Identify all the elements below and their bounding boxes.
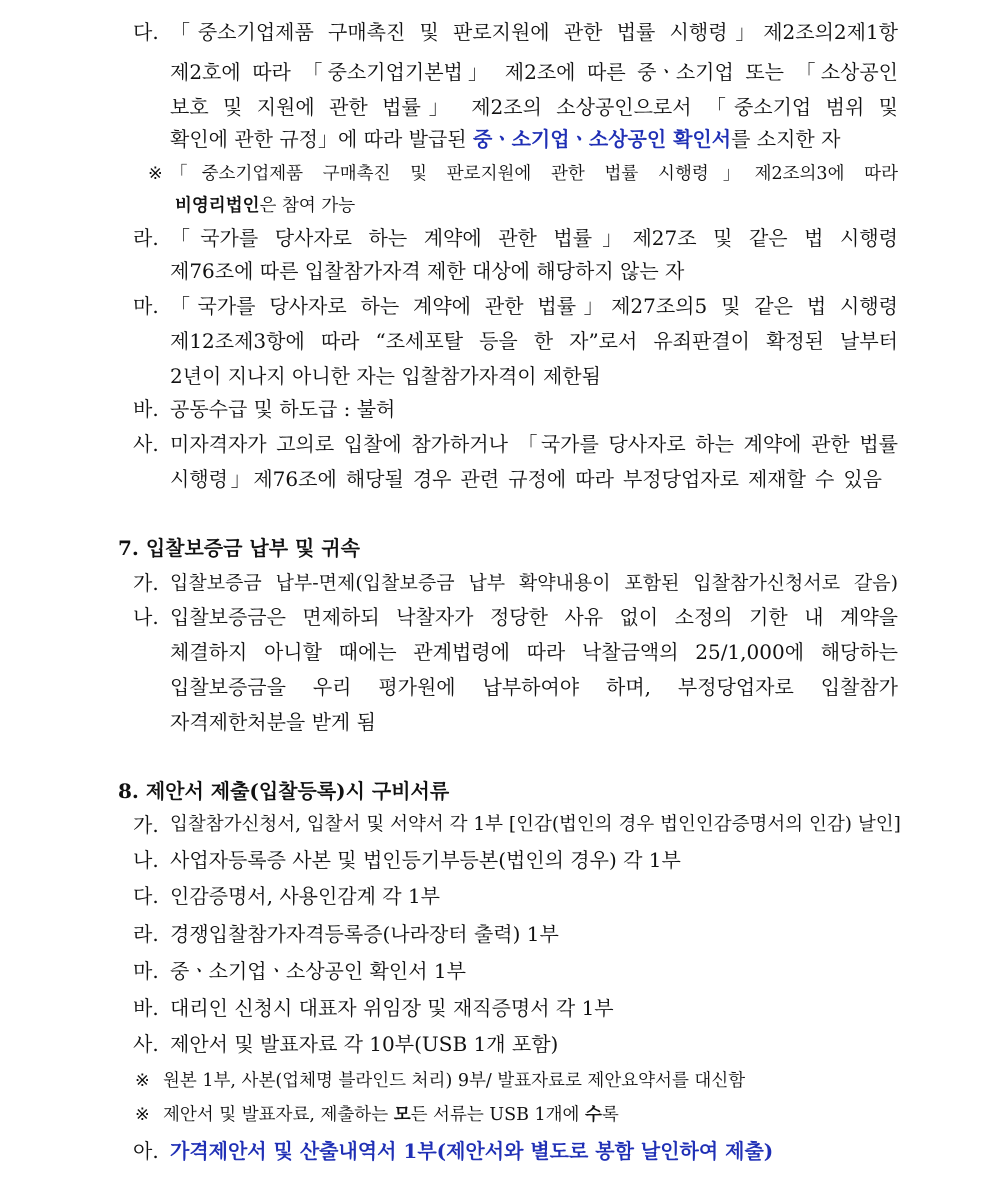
sme-certificate-highlight: 중ㆍ소기업ㆍ소상공인 확인서 — [472, 127, 732, 151]
item-ma-line-1: 「국가를 당사자로 하는 계약에 관한 법률」제27조의5 및 같은 법 시행령 — [170, 294, 898, 318]
nonprofit-rest: 은 참여 가능 — [259, 196, 356, 216]
note-nonprofit-line-2 — [175, 193, 355, 219]
s8-note-marker-2: ※ — [135, 1105, 150, 1125]
item-ra-line-1: 「국가를 당사자로 하는 계약에 관한 법률」제27조 및 같은 법 시행령 — [170, 226, 898, 250]
s8-item-ga-text: 입찰참가신청서, 입찰서 및 서약서 각 1부 [인감(법인의 경우 법인인감증명서의 인감) 날인] — [170, 814, 901, 835]
nonprofit-bold: 비영리법인 — [175, 196, 260, 216]
s7-item-marker-ga: 가. — [133, 571, 159, 595]
s7-item-na-line-3: 입찰보증금을 우리 평가원에 납부하여야 하며, 부정당업자로 입찰참가 — [170, 675, 899, 699]
item-marker-da: 다. — [133, 20, 159, 44]
item-da-line-2: 제2호에 따라 「중소기업기본법」 제2조에 따른 중ㆍ소기업 또는 「소상공인 — [170, 60, 898, 84]
s8-item-marker-da: 다. — [133, 884, 159, 908]
note-2-part-1: 제안서 및 발표자료, 제출하는 — [163, 1105, 394, 1125]
item-sa-line-2: 시행령」제76조에 해당될 경우 관련 규정에 따라 부정당업자로 제재할 수 있음 — [170, 467, 882, 491]
note-nonprofit-line-1: 「중소기업제품 구매촉진 및 판로지원에 관한 법률 시행령」제2조의3에 따라 — [170, 164, 898, 184]
s8-item-marker-ba: 바. — [133, 996, 159, 1020]
s7-item-na-line-2: 체결하지 아니할 때에는 관계법령에 따라 낙찰금액의 25/1,000에 해당하는 — [170, 640, 898, 664]
s8-item-marker-a: 아. — [133, 1139, 159, 1163]
item-marker-ra: 라. — [133, 226, 159, 250]
note-2-part-3: 록 — [601, 1105, 619, 1125]
item-ba-text: 공동수급 및 하도급 : 불허 — [170, 397, 396, 421]
note-2-part-2: 든 서류는 USB 1개에 — [410, 1105, 586, 1125]
s8-item-marker-na: 나. — [133, 848, 159, 872]
item-da-line-1: 「중소기업제품 구매촉진 및 판로지원에 관한 법률 시행령」제2조의2제1항 — [170, 20, 898, 44]
item-marker-ba: 바. — [133, 397, 159, 421]
s8-item-na-text: 사업자등록증 사본 및 법인등기부등본(법인의 경우) 각 1부 — [170, 848, 681, 872]
s8-item-marker-ra: 라. — [133, 922, 159, 946]
item-da-line-4-text: 확인에 관한 규정」에 따라 발급된 — [170, 127, 473, 151]
s8-item-marker-ma: 마. — [133, 959, 159, 983]
item-sa-line-1: 미자격자가 고의로 입찰에 참가하거나 「국가를 당사자로 하는 계약에 관한 법률 — [170, 432, 898, 456]
s8-note-2-text — [163, 1102, 619, 1128]
item-da-line-4 — [170, 126, 840, 152]
item-marker-sa: 사. — [133, 432, 159, 456]
s7-item-na-line-1: 입찰보증금은 면제하되 낙찰자가 정당한 사유 없이 소정의 기한 내 계약을 — [170, 605, 898, 629]
s8-item-sa-text: 제안서 및 발표자료 각 10부(USB 1개 포함) — [170, 1032, 559, 1056]
note-2-bold-1: 모 — [393, 1105, 411, 1125]
note-2-bold-2: 수 — [585, 1105, 602, 1125]
s8-note-marker-1: ※ — [135, 1071, 150, 1091]
s8-note-1-text: 원본 1부, 사본(업체명 블라인드 처리) 9부/ 발표자료로 제안요약서를 대신함 — [163, 1071, 746, 1091]
s8-item-ba-text: 대리인 신청시 대표자 위임장 및 재직증명서 각 1부 — [170, 996, 614, 1020]
item-ra-line-2: 제76조에 따른 입찰참가자격 제한 대상에 해당하지 않는 자 — [170, 259, 685, 283]
s8-item-marker-ga: 가. — [133, 813, 159, 837]
s8-item-da-text: 인감증명서, 사용인감계 각 1부 — [170, 884, 440, 908]
item-ma-line-3: 2년이 지나지 아니한 자는 입찰참가자격이 제한됨 — [170, 364, 601, 388]
s8-item-ra-text: 경쟁입찰참가자격등록증(나라장터 출력) 1부 — [170, 922, 559, 946]
item-ma-line-2: 제12조제3항에 따라 “조세포탈 등을 한 자”로서 유죄판결이 확정된 날부터 — [170, 329, 898, 353]
s7-item-ga-text: 입찰보증금 납부-면제(입찰보증금 납부 확약내용이 포함된 입찰참가신청서로 갈음) — [170, 572, 898, 594]
note-marker-nonprofit: ※ — [148, 164, 163, 184]
s7-item-na-line-4: 자격제한처분을 받게 됨 — [170, 710, 376, 734]
item-da-line-3: 보호 및 지원에 관한 법률」 제2조의 소상공인으로서 「중소기업 범위 및 — [170, 95, 898, 119]
item-marker-ma: 마. — [133, 294, 159, 318]
s8-item-ma-text: 중ㆍ소기업ㆍ소상공인 확인서 1부 — [170, 959, 466, 983]
price-proposal-highlight: 가격제안서 및 산출내역서 1부(제안서와 별도로 봉함 날인하여 제출) — [170, 1139, 774, 1163]
section-8-heading: 8. 제안서 제출(입찰등록)시 구비서류 — [118, 779, 450, 803]
item-da-line-4-tail: 를 소지한 자 — [731, 127, 841, 151]
s7-item-marker-na: 나. — [133, 605, 159, 629]
section-7-heading: 7. 입찰보증금 납부 및 귀속 — [118, 536, 360, 560]
s8-item-marker-sa: 사. — [133, 1032, 159, 1056]
